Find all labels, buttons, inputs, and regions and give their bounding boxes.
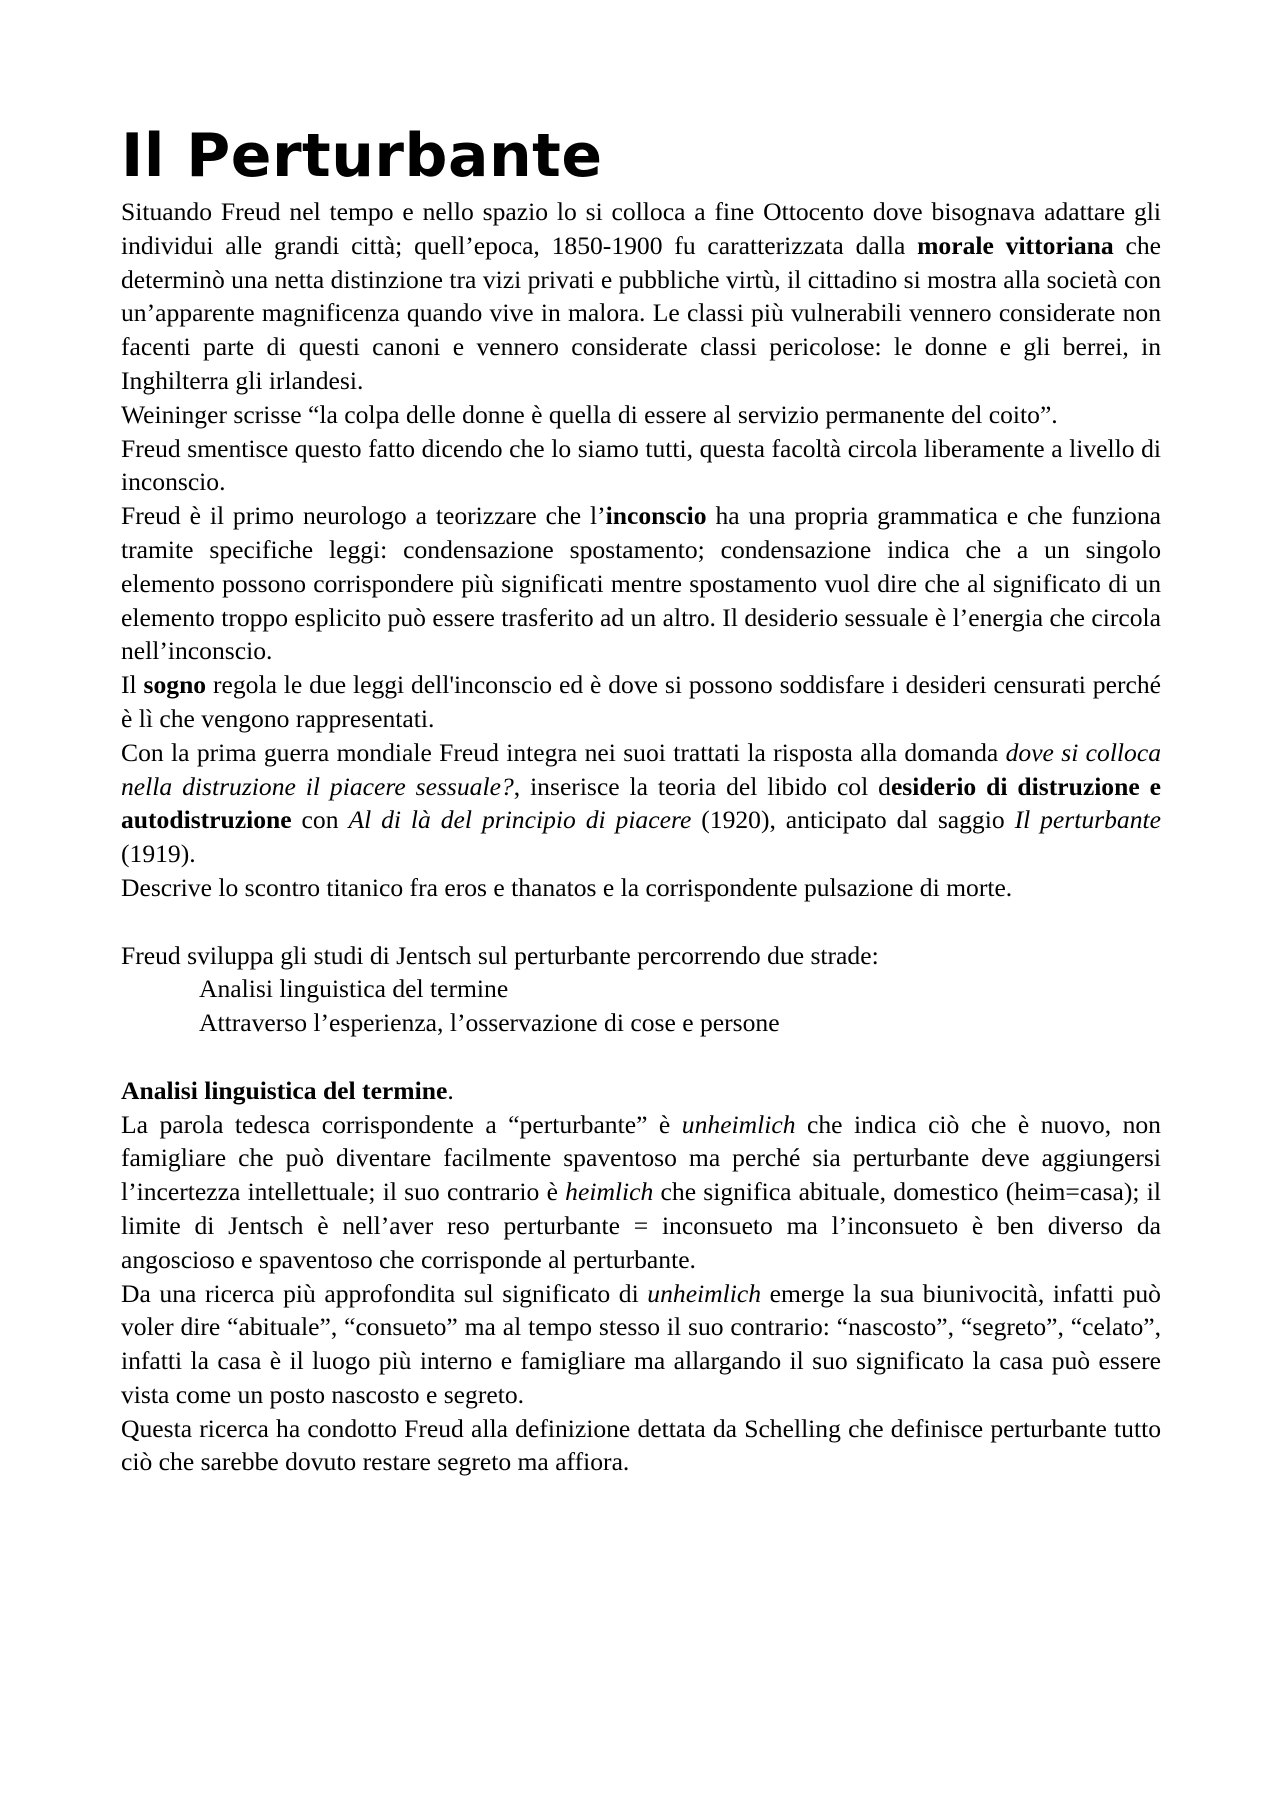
paragraph-jentsch: Freud sviluppa gli studi di Jentsch sul perturbante percorrendo due strade: bbox=[121, 940, 879, 970]
paragraph-schelling: Questa ricerca ha condotto Freud alla definizione dettata da Schelling che definisce perturbante tutto ciò che sarebbe dovuto restare segreto ma affiora. bbox=[121, 1413, 1161, 1477]
paragraph-context: Situando Freud nel tempo e nello spazio lo si colloca a fine Ottocento dove bisognava adattare gli individui alle grandi città; quell’epoca, 1850-1900 fu caratterizzata dalla morale vittoriana che determinò una netta distinzione tra vizi privati e pubbliche virtù, il cittadino si mostra alla società con un’apparente magnificenza quando vive in malora. Le classi più vulnerabili vennero considerate non facenti parte di questi canoni e vennero considerate classi pericolose: le donne e gli berrei, in Inghilterra gli irlandesi. bbox=[121, 197, 1162, 395]
list-item: Attraverso l’esperienza, l’osservazione di cose e persone bbox=[199, 1008, 780, 1038]
paragraph-eros-thanatos: Descrive lo scontro titanico fra eros e thanatos e la corrispondente pulsazione di morte. bbox=[121, 872, 1013, 902]
section-heading: Analisi linguistica del termine. bbox=[121, 1075, 454, 1105]
blank-line bbox=[121, 1040, 1161, 1074]
italic-term-heimlich: heimlich bbox=[565, 1177, 654, 1207]
italic-title-principio: Al di là del principio di piacere bbox=[348, 805, 692, 835]
document-body bbox=[121, 195, 1161, 1479]
paragraph-weininger: Weininger scrisse “la colpa delle donne è quella di essere al servizio permanente del coito”. bbox=[121, 399, 1058, 429]
paragraph-guerra: Con la prima guerra mondiale Freud integra nei suoi trattati la risposta alla domanda dove si colloca nella distruzione il piacere sessuale?, inserisce la teoria del libido col desiderio di distruzione e autodistruzione con Al di là del principio di piacere (1920), anticipato dal saggio Il perturbante (1919). bbox=[121, 737, 1161, 869]
italic-term-unheimlich: unheimlich bbox=[681, 1109, 796, 1139]
italic-term-unheimlich: unheimlich bbox=[647, 1278, 762, 1308]
paragraph-sogno: Il sogno regola le due leggi dell'inconscio ed è dove si possono soddisfare i desideri censurati perché è lì che vengono rappresentati. bbox=[121, 670, 1161, 733]
page-title: Il Perturbante bbox=[121, 121, 603, 191]
bold-term-morale-vittoriana: morale vittoriana bbox=[917, 230, 1114, 260]
paragraph-unheimlich: La parola tedesca corrispondente a “perturbante” è unheimlich che indica ciò che è nuovo, non famigliare che può diventare facilmente spaventoso ma perché sia perturbante deve aggiungersi l’incertezza intellettuale; il suo contrario è heimlich che significa abituale, domestico (heim=casa); il limite di Jentsch è nell’aver reso perturbante = inconsueto ma l’inconsueto è ben diverso da angoscioso e spaventoso che corrisponde al perturbante. bbox=[121, 1109, 1161, 1274]
paragraph-biunivocita: Da una ricerca più approfondita sul significato di unheimlich emerge la sua biunivocità, infatti può voler dire “abituale”, “consueto” ma al tempo stesso il suo contrario: “nascosto”, “segreto”, “celato”, infatti la casa è il luogo più interno e famigliare ma allargando il suo significato la casa può essere vista come un posto nascosto e segreto. bbox=[121, 1278, 1161, 1409]
paragraph-freud-smentisce: Freud smentisce questo fatto dicendo che lo siamo tutti, questa facoltà circola liberamente a livello di inconscio. bbox=[121, 433, 1161, 497]
paragraph-inconscio: Freud è il primo neurologo a teorizzare che l’inconscio ha una propria grammatica e che funziona tramite specifiche leggi: condensazione spostamento; condensazione indica che a un singolo elemento possono corrispondere più significati mentre spostamento vuol dire che al significato di un elemento troppo esplicito può essere trasferito ad un altro. Il desiderio sessuale è l’energia che circola nell’inconscio. bbox=[121, 501, 1161, 666]
list-item: Analisi linguistica del termine bbox=[199, 974, 509, 1004]
italic-question: dove si colloca nella distruzione il piacere sessuale? bbox=[121, 737, 1161, 801]
bold-term-distruzione: esiderio di distruzione e autodistruzione bbox=[121, 771, 1161, 835]
bold-term-sogno: sogno bbox=[143, 670, 207, 700]
blank-line bbox=[121, 905, 1161, 939]
italic-title-perturbante: Il perturbante bbox=[1014, 805, 1161, 835]
document-page bbox=[121, 120, 1161, 1479]
bold-term-inconscio: inconscio bbox=[605, 501, 707, 531]
